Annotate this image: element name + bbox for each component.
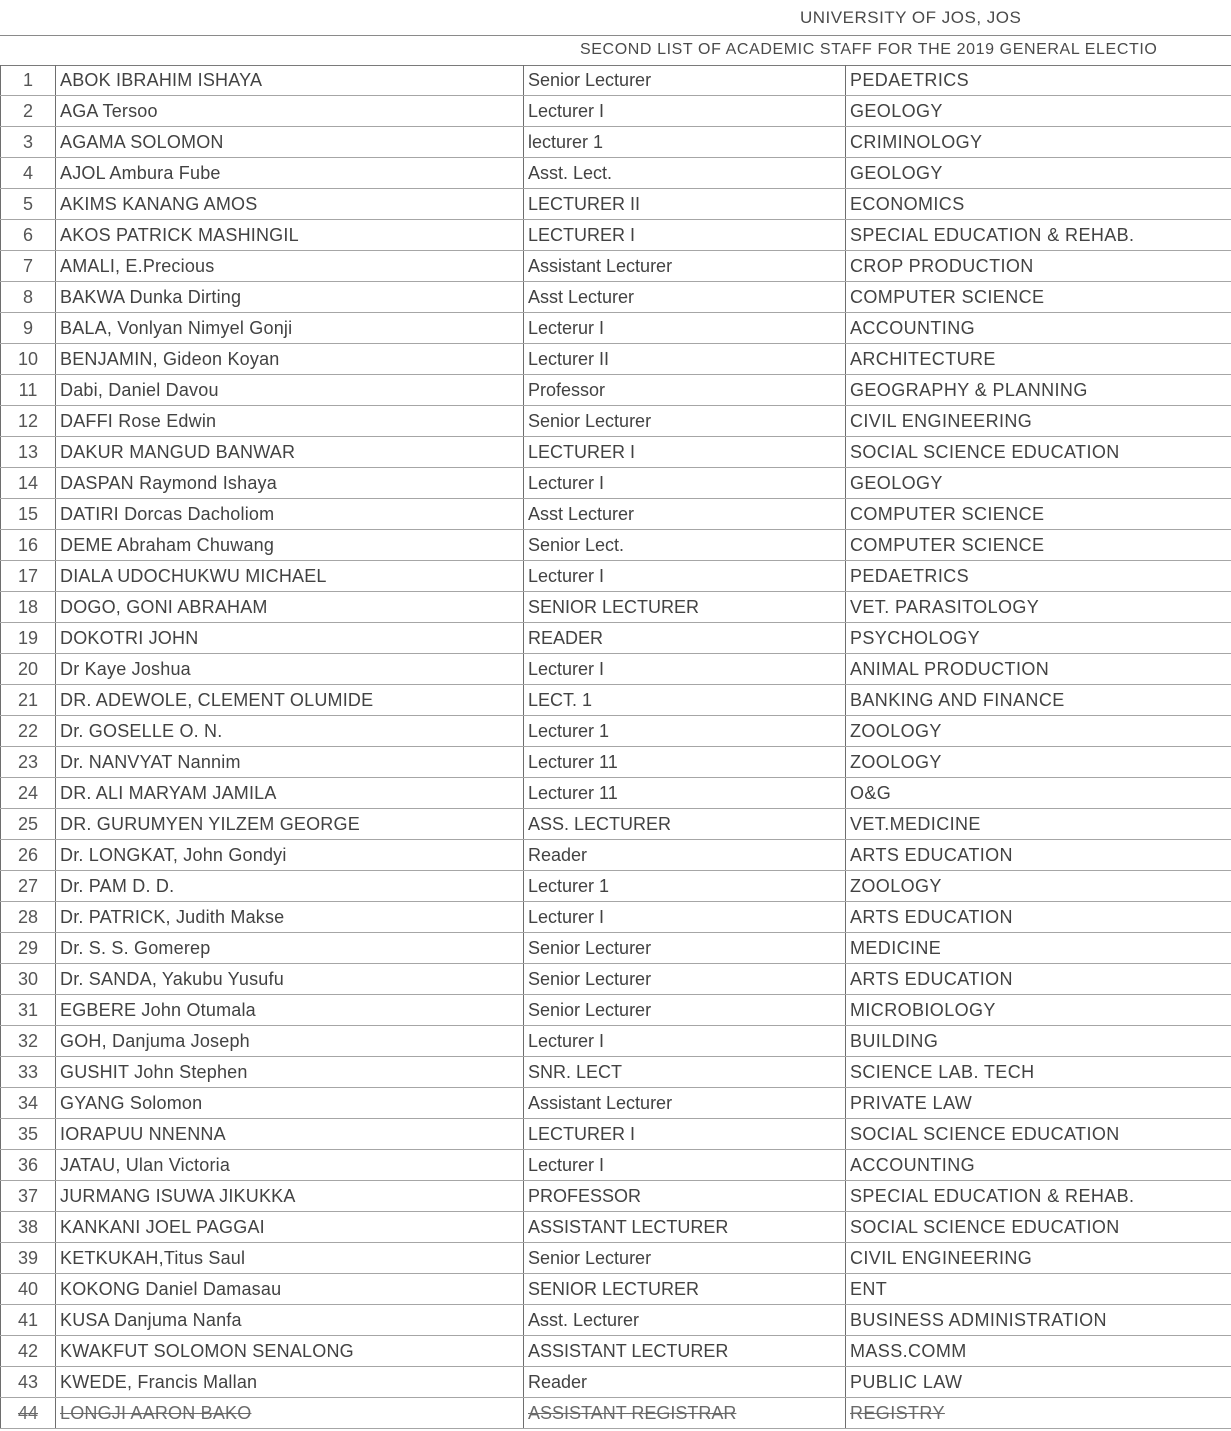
staff-department: ACCOUNTING	[846, 313, 1231, 344]
table-row	[1, 468, 1231, 499]
staff-name: AKIMS KANANG AMOS	[56, 189, 524, 220]
table-row	[1, 840, 1231, 871]
staff-rank: Assistant Lecturer	[524, 251, 846, 282]
table-row	[1, 220, 1231, 251]
row-number: 13	[1, 437, 56, 468]
staff-name: EGBERE John Otumala	[56, 995, 524, 1026]
table-row	[1, 902, 1231, 933]
staff-name: KANKANI JOEL PAGGAI	[56, 1212, 524, 1243]
staff-department: GEOLOGY	[846, 468, 1231, 499]
staff-rank: READER	[524, 623, 846, 654]
staff-rank: LECTURER I	[524, 437, 846, 468]
staff-name: KETKUKAH,Titus Saul	[56, 1243, 524, 1274]
staff-rank: LECTURER I	[524, 1119, 846, 1150]
table-row	[1, 1398, 1231, 1429]
staff-rank: Professor	[524, 375, 846, 406]
staff-name: Dr. SANDA, Yakubu Yusufu	[56, 964, 524, 995]
staff-name: AMALI, E.Precious	[56, 251, 524, 282]
staff-name: Dr. PAM D. D.	[56, 871, 524, 902]
staff-department: MASS.COMM	[846, 1336, 1231, 1367]
row-number: 9	[1, 313, 56, 344]
staff-rank: Senior Lecturer	[524, 995, 846, 1026]
subheader-row	[0, 36, 1231, 66]
staff-department: CIVIL ENGINEERING	[846, 406, 1231, 437]
staff-rank: SNR. LECT	[524, 1057, 846, 1088]
staff-name: DR. ADEWOLE, CLEMENT OLUMIDE	[56, 685, 524, 716]
row-number: 37	[1, 1181, 56, 1212]
staff-rank: Assistant Lecturer	[524, 1088, 846, 1119]
staff-rank: Asst. Lect.	[524, 158, 846, 189]
table-row	[1, 685, 1231, 716]
table-row	[1, 1243, 1231, 1274]
row-number: 35	[1, 1119, 56, 1150]
staff-name: Dr. S. S. Gomerep	[56, 933, 524, 964]
row-number: 23	[1, 747, 56, 778]
staff-department: PUBLIC LAW	[846, 1367, 1231, 1398]
staff-rank: Lecturer 11	[524, 778, 846, 809]
staff-rank: Senior Lecturer	[524, 1243, 846, 1274]
staff-rank: Reader	[524, 1367, 846, 1398]
staff-department: CRIMINOLOGY	[846, 127, 1231, 158]
row-number: 41	[1, 1305, 56, 1336]
table-row	[1, 1181, 1231, 1212]
row-number: 7	[1, 251, 56, 282]
staff-rank: SENIOR LECTURER	[524, 592, 846, 623]
staff-name: GOH, Danjuma Joseph	[56, 1026, 524, 1057]
staff-department: PSYCHOLOGY	[846, 623, 1231, 654]
row-number: 28	[1, 902, 56, 933]
row-number: 18	[1, 592, 56, 623]
table-row	[1, 592, 1231, 623]
row-number: 40	[1, 1274, 56, 1305]
staff-name: IORAPUU NNENNA	[56, 1119, 524, 1150]
row-number: 24	[1, 778, 56, 809]
table-row	[1, 809, 1231, 840]
table-row	[1, 189, 1231, 220]
document-title: UNIVERSITY OF JOS, JOS	[800, 8, 1022, 27]
staff-department: BUSINESS ADMINISTRATION	[846, 1305, 1231, 1336]
staff-department: VET.MEDICINE	[846, 809, 1231, 840]
staff-name: Dabi, Daniel Davou	[56, 375, 524, 406]
staff-department: PRIVATE LAW	[846, 1088, 1231, 1119]
staff-name: BAKWA Dunka Dirting	[56, 282, 524, 313]
staff-name: DASPAN Raymond Ishaya	[56, 468, 524, 499]
staff-rank: Lecturer I	[524, 96, 846, 127]
staff-rank: ASSISTANT LECTURER	[524, 1212, 846, 1243]
row-number: 12	[1, 406, 56, 437]
table-row	[1, 1026, 1231, 1057]
staff-department: ARTS EDUCATION	[846, 902, 1231, 933]
staff-name: KUSA Danjuma Nanfa	[56, 1305, 524, 1336]
row-number: 3	[1, 127, 56, 158]
table-row	[1, 1088, 1231, 1119]
staff-name: Dr Kaye Joshua	[56, 654, 524, 685]
document-subtitle: SECOND LIST OF ACADEMIC STAFF FOR THE 2019 GENERAL ELECTIO	[580, 41, 1158, 58]
staff-name: DOGO, GONI ABRAHAM	[56, 592, 524, 623]
table-row	[1, 871, 1231, 902]
staff-department: REGISTRY	[846, 1398, 1231, 1429]
staff-rank: ASSISTANT LECTURER	[524, 1336, 846, 1367]
staff-name: KWEDE, Francis Mallan	[56, 1367, 524, 1398]
staff-department: PEDAETRICS	[846, 65, 1231, 96]
row-number: 19	[1, 623, 56, 654]
table-row	[1, 158, 1231, 189]
staff-department: ARCHITECTURE	[846, 344, 1231, 375]
row-number: 21	[1, 685, 56, 716]
row-number: 32	[1, 1026, 56, 1057]
table-row	[1, 623, 1231, 654]
row-number: 6	[1, 220, 56, 251]
staff-table	[0, 65, 1231, 1429]
staff-department: BANKING AND FINANCE	[846, 685, 1231, 716]
row-number: 10	[1, 344, 56, 375]
staff-department: ENT	[846, 1274, 1231, 1305]
staff-department: PEDAETRICS	[846, 561, 1231, 592]
staff-department: GEOGRAPHY & PLANNING	[846, 375, 1231, 406]
table-row	[1, 313, 1231, 344]
table-row	[1, 1336, 1231, 1367]
row-number: 42	[1, 1336, 56, 1367]
row-number: 22	[1, 716, 56, 747]
staff-rank: ASS. LECTURER	[524, 809, 846, 840]
staff-department: ARTS EDUCATION	[846, 964, 1231, 995]
staff-department: ANIMAL PRODUCTION	[846, 654, 1231, 685]
staff-rank: LECTURER I	[524, 220, 846, 251]
staff-department: ZOOLOGY	[846, 871, 1231, 902]
table-row	[1, 778, 1231, 809]
staff-rank: SENIOR LECTURER	[524, 1274, 846, 1305]
staff-name: AGAMA SOLOMON	[56, 127, 524, 158]
staff-name: JATAU, Ulan Victoria	[56, 1150, 524, 1181]
staff-name: BENJAMIN, Gideon Koyan	[56, 344, 524, 375]
row-number: 14	[1, 468, 56, 499]
staff-department: ARTS EDUCATION	[846, 840, 1231, 871]
staff-rank: lecturer 1	[524, 127, 846, 158]
row-number: 30	[1, 964, 56, 995]
table-row	[1, 251, 1231, 282]
staff-rank: LECTURER II	[524, 189, 846, 220]
staff-department: COMPUTER SCIENCE	[846, 282, 1231, 313]
staff-rank: PROFESSOR	[524, 1181, 846, 1212]
row-number: 25	[1, 809, 56, 840]
staff-department: ECONOMICS	[846, 189, 1231, 220]
staff-name: AJOL Ambura Fube	[56, 158, 524, 189]
row-number: 31	[1, 995, 56, 1026]
staff-department: ZOOLOGY	[846, 747, 1231, 778]
table-row	[1, 561, 1231, 592]
staff-name: GUSHIT John Stephen	[56, 1057, 524, 1088]
staff-department: ZOOLOGY	[846, 716, 1231, 747]
staff-department: ACCOUNTING	[846, 1150, 1231, 1181]
staff-name: Dr. NANVYAT Nannim	[56, 747, 524, 778]
staff-name: DEME Abraham Chuwang	[56, 530, 524, 561]
staff-department: MEDICINE	[846, 933, 1231, 964]
row-number: 33	[1, 1057, 56, 1088]
table-row	[1, 995, 1231, 1026]
staff-name: ABOK IBRAHIM ISHAYA	[56, 65, 524, 96]
staff-rank: ASSISTANT REGISTRAR	[524, 1398, 846, 1429]
staff-rank: Reader	[524, 840, 846, 871]
staff-department: SOCIAL SCIENCE EDUCATION	[846, 1212, 1231, 1243]
table-row	[1, 406, 1231, 437]
staff-rank: Lecturer 1	[524, 871, 846, 902]
table-row	[1, 1367, 1231, 1398]
staff-rank: Lecturer II	[524, 344, 846, 375]
staff-name: GYANG Solomon	[56, 1088, 524, 1119]
row-number: 27	[1, 871, 56, 902]
staff-rank: Senior Lecturer	[524, 65, 846, 96]
row-number: 34	[1, 1088, 56, 1119]
table-row	[1, 1057, 1231, 1088]
staff-department: COMPUTER SCIENCE	[846, 530, 1231, 561]
header-row	[0, 0, 1231, 36]
row-number: 17	[1, 561, 56, 592]
row-number: 11	[1, 375, 56, 406]
staff-name: DOKOTRI JOHN	[56, 623, 524, 654]
staff-department: GEOLOGY	[846, 158, 1231, 189]
staff-name: DAFFI Rose Edwin	[56, 406, 524, 437]
table-row	[1, 716, 1231, 747]
row-number: 20	[1, 654, 56, 685]
staff-name: AKOS PATRICK MASHINGIL	[56, 220, 524, 251]
staff-table-body	[1, 65, 1231, 1429]
table-row	[1, 1212, 1231, 1243]
staff-department: GEOLOGY	[846, 96, 1231, 127]
staff-rank: Lecturer I	[524, 561, 846, 592]
table-row	[1, 654, 1231, 685]
table-row	[1, 933, 1231, 964]
staff-department: BUILDING	[846, 1026, 1231, 1057]
staff-rank: Senior Lecturer	[524, 406, 846, 437]
staff-department: CROP PRODUCTION	[846, 251, 1231, 282]
table-row	[1, 344, 1231, 375]
table-row	[1, 1305, 1231, 1336]
staff-department: O&G	[846, 778, 1231, 809]
staff-name: DR. ALI MARYAM JAMILA	[56, 778, 524, 809]
row-number: 38	[1, 1212, 56, 1243]
staff-department: VET. PARASITOLOGY	[846, 592, 1231, 623]
staff-name: AGA Tersoo	[56, 96, 524, 127]
row-number: 39	[1, 1243, 56, 1274]
row-number: 26	[1, 840, 56, 871]
staff-name: BALA, Vonlyan Nimyel Gonji	[56, 313, 524, 344]
row-number: 1	[1, 65, 56, 96]
staff-rank: Lecturer 11	[524, 747, 846, 778]
row-number: 36	[1, 1150, 56, 1181]
staff-rank: Senior Lecturer	[524, 933, 846, 964]
row-number: 29	[1, 933, 56, 964]
row-number: 43	[1, 1367, 56, 1398]
staff-name: DAKUR MANGUD BANWAR	[56, 437, 524, 468]
row-number: 44	[1, 1398, 56, 1429]
table-row	[1, 1274, 1231, 1305]
table-row	[1, 530, 1231, 561]
staff-department: SCIENCE LAB. TECH	[846, 1057, 1231, 1088]
staff-department: SOCIAL SCIENCE EDUCATION	[846, 437, 1231, 468]
row-number: 15	[1, 499, 56, 530]
table-row	[1, 964, 1231, 995]
staff-name: DR. GURUMYEN YILZEM GEORGE	[56, 809, 524, 840]
row-number: 8	[1, 282, 56, 313]
staff-name: KOKONG Daniel Damasau	[56, 1274, 524, 1305]
staff-department: COMPUTER SCIENCE	[846, 499, 1231, 530]
row-number: 4	[1, 158, 56, 189]
table-row	[1, 65, 1231, 96]
staff-name: DATIRI Dorcas Dacholiom	[56, 499, 524, 530]
table-row	[1, 127, 1231, 158]
staff-rank: Lecturer I	[524, 1150, 846, 1181]
table-row	[1, 1150, 1231, 1181]
table-row	[1, 499, 1231, 530]
row-number: 16	[1, 530, 56, 561]
staff-rank: Senior Lecturer	[524, 964, 846, 995]
staff-name: KWAKFUT SOLOMON SENALONG	[56, 1336, 524, 1367]
staff-rank: Lecterur I	[524, 313, 846, 344]
staff-name: Dr. PATRICK, Judith Makse	[56, 902, 524, 933]
staff-department: MICROBIOLOGY	[846, 995, 1231, 1026]
staff-department: SOCIAL SCIENCE EDUCATION	[846, 1119, 1231, 1150]
staff-name: DIALA UDOCHUKWU MICHAEL	[56, 561, 524, 592]
staff-rank: Lecturer I	[524, 468, 846, 499]
staff-rank: Lecturer I	[524, 1026, 846, 1057]
staff-rank: Asst Lecturer	[524, 282, 846, 313]
staff-department: SPECIAL EDUCATION & REHAB.	[846, 220, 1231, 251]
table-row	[1, 96, 1231, 127]
staff-rank: Senior Lect.	[524, 530, 846, 561]
table-row	[1, 1119, 1231, 1150]
table-row	[1, 282, 1231, 313]
staff-rank: LECT. 1	[524, 685, 846, 716]
staff-rank: Lecturer 1	[524, 716, 846, 747]
staff-rank: Lecturer I	[524, 654, 846, 685]
staff-name: Dr. GOSELLE O. N.	[56, 716, 524, 747]
staff-department: CIVIL ENGINEERING	[846, 1243, 1231, 1274]
staff-rank: Lecturer I	[524, 902, 846, 933]
staff-name: Dr. LONGKAT, John Gondyi	[56, 840, 524, 871]
staff-name: JURMANG ISUWA JIKUKKA	[56, 1181, 524, 1212]
table-row	[1, 437, 1231, 468]
row-number: 5	[1, 189, 56, 220]
table-row	[1, 747, 1231, 778]
staff-rank: Asst Lecturer	[524, 499, 846, 530]
staff-rank: Asst. Lecturer	[524, 1305, 846, 1336]
staff-department: SPECIAL EDUCATION & REHAB.	[846, 1181, 1231, 1212]
staff-name: LONGJI AARON BAKO	[56, 1398, 524, 1429]
row-number: 2	[1, 96, 56, 127]
table-row	[1, 375, 1231, 406]
